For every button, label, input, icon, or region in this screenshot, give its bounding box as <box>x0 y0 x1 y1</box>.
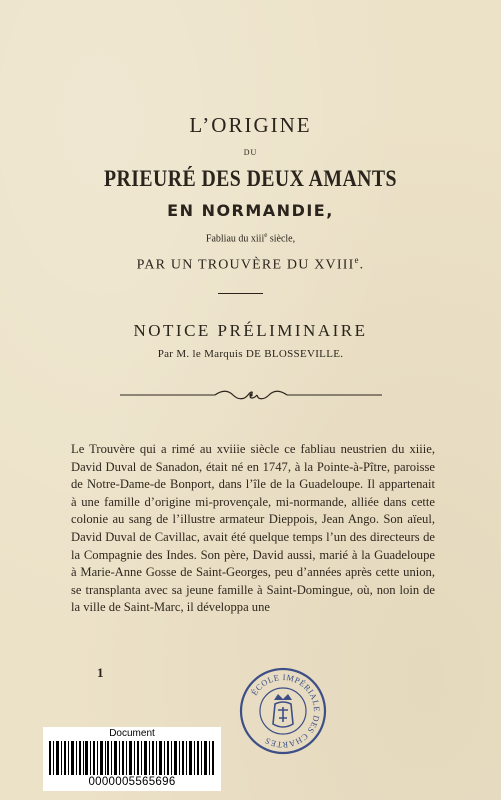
barcode-sticker <box>43 727 221 791</box>
title-line-fabliau: Fabliau du xiii$^e$ siècle, <box>205 231 296 245</box>
ornament-divider-icon <box>120 387 382 403</box>
notice-byline: Par M. le Marquis DE BLOSSEVILLE. <box>157 348 344 360</box>
barcode-label: Document <box>109 728 155 739</box>
page-number: 1 <box>97 665 104 680</box>
title-line-trouvere: PAR UN TROUVÈRE DU XVIIIe. <box>136 255 365 273</box>
library-stamp-icon <box>238 666 328 756</box>
title-line-du: DU <box>243 148 258 157</box>
title-line-origine: L’ORIGINE <box>189 113 312 137</box>
svg-text:ÉCOLE IMPÉRIALE DES CHARTES: ÉCOLE IMPÉRIALE DES CHARTES <box>249 672 322 750</box>
title-line-normandie: EN NORMANDIE, <box>167 201 334 220</box>
barcode-icon <box>49 741 215 775</box>
notice-heading: NOTICE PRÉLIMINAIRE <box>133 321 368 340</box>
title-line-prieure: PRIEURÉ DES DEUX AMANTS <box>104 166 397 191</box>
body-paragraph: Le Trouvère qui a rimé au xviiie siècle ce fabliau neustrien du xiiie, David Duval de Sanadon, était né en 1747, à la Pointe-à-Pître, paroisse de Notre-Dame-de Bonport, dans l’île de la Guadeloupe. Il appartenait à une famille d’origine mi-provençale, mi-normande, alliée dans cette colonie au sang de l’illustre armateur Dieppois, Jean Ango. Son aïeul, David Duval de Cavillac, avait été quelque temps l’un des directeurs de la Compagnie des Indes. Son père, David aussi, marié à la Guadeloupe à Marie-Anne Gosse de Saint-Georges, peu d’années après cette union, se transplanta avec sa jeune famille à Saint-Domingue, où, non loin de la ville de Saint-Marc, il développa une <box>71 442 435 615</box>
title-divider-rule <box>218 293 263 294</box>
barcode-number: 0000005565696 <box>88 776 176 788</box>
